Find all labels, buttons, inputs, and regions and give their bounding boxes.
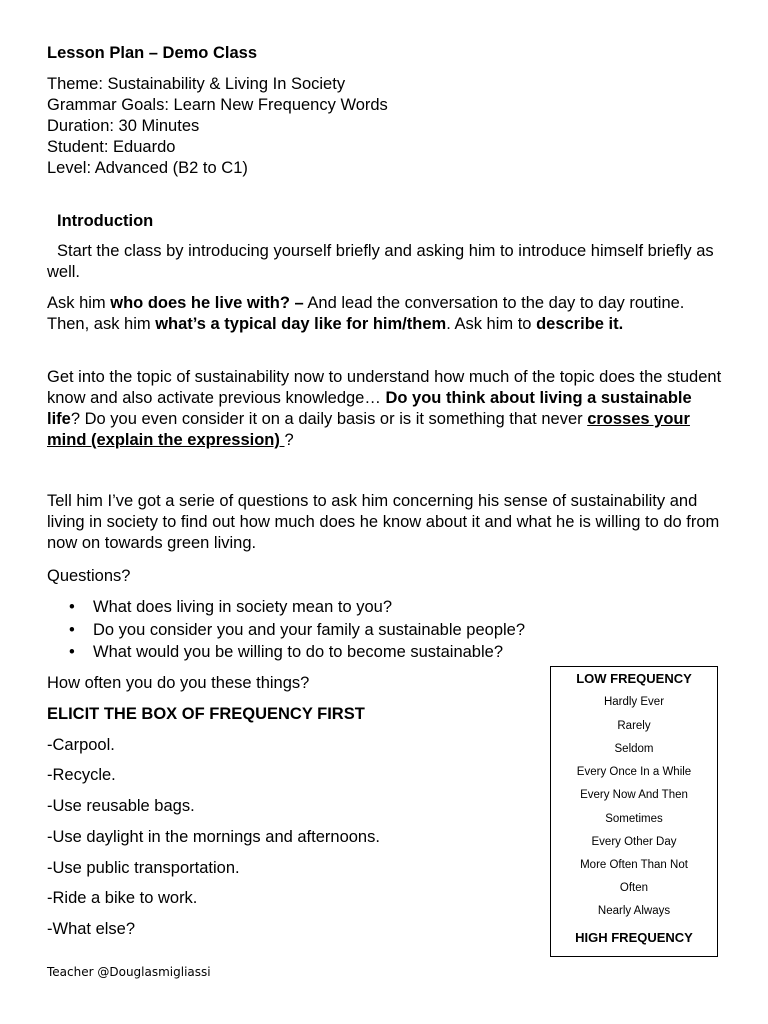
frequency-item: Every Once In a While [576,766,692,778]
introduction-heading: Introduction [57,212,154,230]
task-item: -Recycle. [47,766,116,784]
grammar-goals-line: Grammar Goals: Learn New Frequency Words [47,96,388,114]
level-line: Level: Advanced (B2 to C1) [47,159,248,177]
student-line: Student: Eduardo [47,138,176,156]
bullet-icon: • [69,598,75,616]
frequency-item: Nearly Always [597,905,671,917]
page-title: Lesson Plan – Demo Class [47,44,257,62]
questions-label: Questions? [47,567,131,585]
intro-paragraph-1: Start the class by introducing yourself briefly and asking him to introduce himself briefly as well. [47,242,714,281]
theme-line: Theme: Sustainability & Living In Society [47,75,346,93]
task-item: -Carpool. [47,736,115,754]
bullet-icon: • [69,620,75,639]
intro-paragraph-3: Get into the topic of sustainability now to understand how much of the topic does the student know and also activate previous knowledge… Do you think about living a sustainable life? Do you even consider it on a daily basis or is it something that never crosses your mind (explain the expression) ? [47,368,722,449]
teacher-credit: Teacher @Douglasmigliassi [47,965,211,979]
frequency-item: Hardly Ever [603,696,665,708]
task-item: -Use public transportation. [47,859,240,877]
high-frequency-label: HIGH FREQUENCY [575,930,693,945]
frequency-item: Every Other Day [591,836,677,848]
frequency-item: Rarely [617,720,651,732]
frequency-item: Sometimes [605,813,663,825]
activity-instruction: ELICIT THE BOX OF FREQUENCY FIRST [47,705,365,723]
bullet-icon: • [69,643,75,661]
list-item: • What does living in society mean to you? [47,596,525,619]
frequency-item: More Often Than Not [580,859,688,871]
expression-highlight: crosses your mind (explain the expression) [47,410,690,449]
questions-list [47,596,525,664]
frequency-box [550,666,718,957]
activity-prompt: How often you do you these things? [47,674,310,692]
frequency-item: Seldom [614,743,654,755]
duration-line: Duration: 30 Minutes [47,117,200,135]
low-frequency-label: LOW FREQUENCY [576,671,692,686]
intro-paragraph-2: Ask him who does he live with? – And lead the conversation to the day to day routine. Then, ask him what’s a typical day like for him/them. Ask him to describe it. [47,294,685,333]
list-item: • Do you consider you and your family a sustainable people? [47,619,525,642]
frequency-item: Often [619,882,649,894]
task-item: -Use daylight in the mornings and afternoons. [47,828,380,846]
intro-paragraph-4: Tell him I’ve got a serie of questions to ask him concerning his sense of sustainability and living in society to find out how much does he know about it and what he is willing to do from now on towards green living. [47,492,720,552]
list-item: • What would you be willing to do to become sustainable? [47,641,525,664]
task-item: -Ride a bike to work. [47,889,198,907]
frequency-item: Every Now And Then [580,789,688,801]
task-item: -What else? [47,920,136,938]
task-item: -Use reusable bags. [47,797,195,815]
